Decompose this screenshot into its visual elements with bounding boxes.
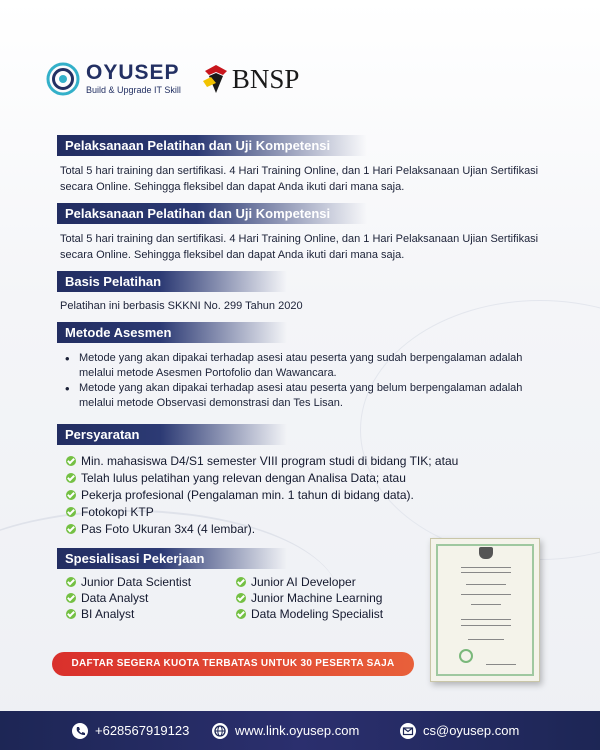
check-icon	[236, 593, 246, 603]
register-cta-button[interactable]: DAFTAR SEGERA KUOTA TERBATAS UNTUK 30 PESERTA SAJA	[52, 652, 414, 676]
section-header: Pelaksanaan Pelatihan dan Uji Kompetensi	[57, 203, 367, 224]
email-contact[interactable]	[400, 723, 519, 739]
persyaratan-list	[66, 452, 458, 537]
list-item: BI Analyst	[66, 606, 236, 622]
list-item: Fotokopi KTP	[66, 503, 458, 520]
check-icon	[236, 609, 246, 619]
list-item: Telah lulus pelatihan yang relevan dengan Analisa Data; atau	[66, 469, 458, 486]
section-header: Spesialisasi Pekerjaan	[57, 548, 287, 569]
garuda-emblem-icon	[479, 547, 493, 559]
section-text: Total 5 hari training dan sertifikasi. 4 Hari Training Online, dan 1 Hari Pelaksanaan Ujian Sertifikasi secara Online. Sehingga fleksibel dan dapat Anda ikuti dari mana saja.	[60, 165, 539, 193]
phone-contact[interactable]	[72, 723, 189, 739]
check-icon	[236, 577, 246, 587]
section-header: Pelaksanaan Pelatihan dan Uji Kompetensi	[57, 135, 367, 156]
check-icon	[66, 473, 76, 483]
check-icon	[66, 524, 76, 534]
oyusep-logo-icon	[46, 62, 80, 96]
website-contact[interactable]	[212, 723, 359, 739]
brand-name: OYUSEP	[86, 61, 180, 84]
bnsp-logo	[201, 63, 300, 95]
check-icon	[66, 456, 76, 466]
section-header: Metode Asesmen	[57, 322, 287, 343]
asesmen-list	[65, 351, 525, 411]
bnsp-mark-icon	[201, 63, 231, 95]
brand-tagline: Build & Upgrade IT Skill	[86, 85, 181, 95]
list-item: Junior Data Scientist	[66, 574, 236, 590]
email-address: cs@oyusep.com	[423, 723, 520, 738]
list-item: Pekerja profesional (Pengalaman min. 1 tahun di bidang data).	[66, 486, 458, 503]
list-item: Junior Machine Learning	[236, 590, 406, 606]
check-icon	[66, 593, 76, 603]
list-item: • Metode yang akan dipakai terhadap asesi atau peserta yang belum berpengalaman adalah melalui metode Observasi demonstrasi dan Tes Lisan.	[65, 381, 525, 411]
check-icon	[66, 507, 76, 517]
contact-footer	[0, 711, 600, 750]
list-item: Pas Foto Ukuran 3x4 (4 lembar).	[66, 520, 458, 537]
certificate-image	[430, 538, 540, 682]
section-header: Basis Pelatihan	[57, 271, 287, 292]
list-item: Data Modeling Specialist	[236, 606, 406, 622]
check-icon	[66, 577, 76, 587]
website-url: www.link.oyusep.com	[235, 723, 360, 738]
check-icon	[66, 609, 76, 619]
section-text: Pelatihan ini berbasis SKKNI No. 299 Tahun 2020	[60, 300, 303, 312]
phone-icon	[72, 723, 88, 739]
spesialisasi-list	[66, 574, 406, 622]
list-item: • Metode yang akan dipakai terhadap asesi atau peserta yang sudah berpengalaman adalah melalui metode Asesmen Portofolio dan Wawancara.	[65, 351, 525, 381]
globe-icon	[212, 723, 228, 739]
list-item: Data Analyst	[66, 590, 236, 606]
mail-icon	[400, 723, 416, 739]
check-icon	[66, 490, 76, 500]
section-text: Total 5 hari training dan sertifikasi. 4 Hari Training Online, dan 1 Hari Pelaksanaan Ujian Sertifikasi secara Online. Sehingga fleksibel dan dapat Anda ikuti dari mana saja.	[60, 233, 539, 261]
list-item: Min. mahasiswa D4/S1 semester VIII program studi di bidang TIK; atau	[66, 452, 458, 469]
logo-bar	[46, 62, 299, 96]
list-item: Junior AI Developer	[236, 574, 406, 590]
partner-name: BNSP	[231, 63, 300, 94]
phone-number: +628567919123	[95, 723, 190, 738]
section-header: Persyaratan	[57, 424, 287, 445]
